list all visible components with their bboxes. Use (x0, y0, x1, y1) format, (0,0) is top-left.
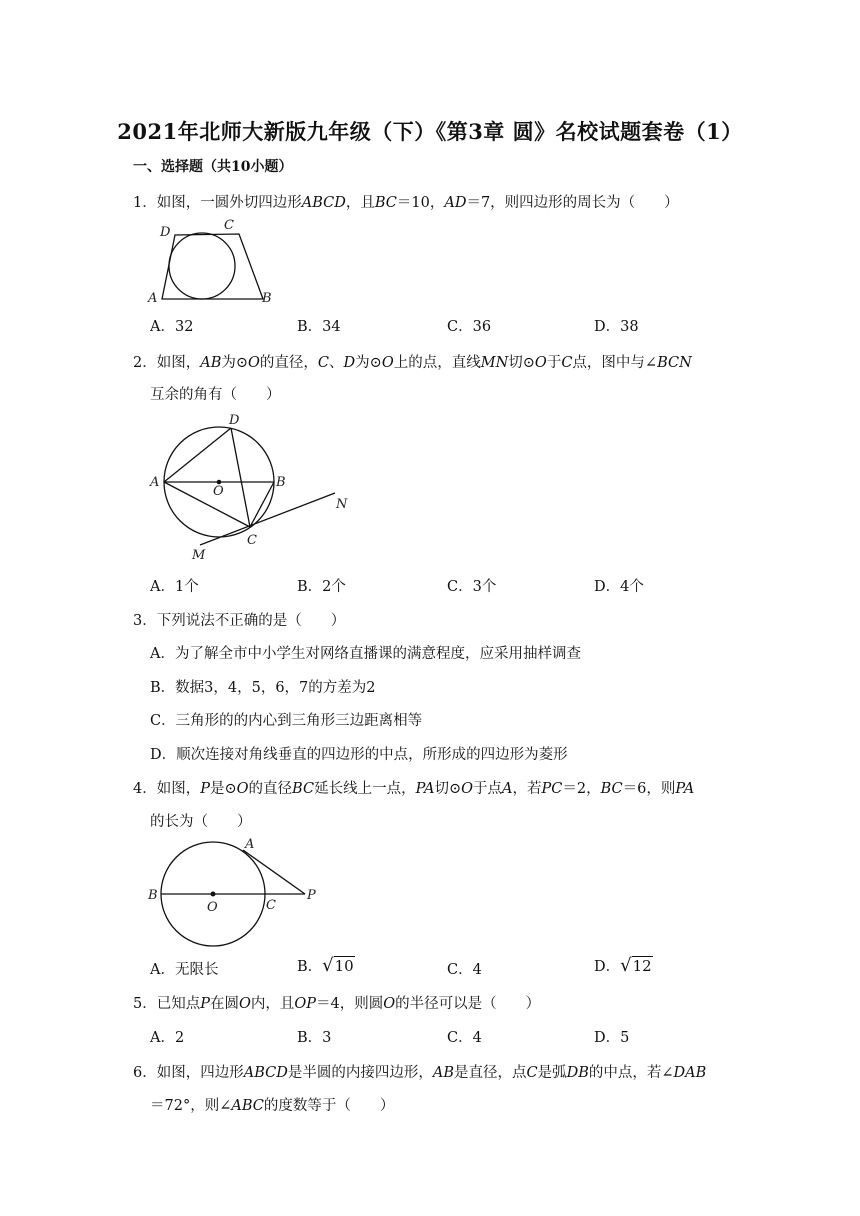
q1-option-b: B．34 (297, 319, 341, 335)
label-b: B (262, 291, 272, 306)
label-a: A (150, 475, 160, 490)
question-4-stem: 4．如图，P是⊙O的直径BC延长线上一点，PA切⊙O于点A，若PC＝2，BC＝6，则PA (133, 781, 695, 797)
label-o: O (207, 900, 218, 915)
question-2-stem-line2: 互余的角有（ ） (150, 387, 281, 403)
question-1-figure (145, 212, 285, 308)
question-2-figure (145, 408, 360, 568)
label-c: C (266, 898, 276, 913)
question-2-stem: 2．如图，AB为⊙O的直径，C、D为⊙O上的点，直线MN切⊙O于C点，图中与∠BCN (133, 355, 692, 371)
question-5-stem: 5．已知点P在圆O内，且OP＝4，则圆O的半径可以是（ ） (133, 996, 541, 1012)
label-m: M (192, 548, 206, 563)
label-a: A (245, 837, 255, 852)
q2-option-a: A．1个 (150, 579, 199, 595)
label-b: B (276, 475, 286, 490)
label-o: O (213, 484, 224, 499)
q3-option-c: C．三角形的的内心到三角形三边距离相等 (150, 713, 423, 729)
question-1-stem: 1．如图，一圆外切四边形ABCD，且BC＝10，AD＝7，则四边形的周长为（ ） (133, 195, 679, 211)
q4-option-b: B．√10 (297, 955, 354, 976)
question-6-stem: 6．如图，四边形ABCD是半圆的内接四边形，AB是直径，点C是弧DB的中点，若∠DAB (133, 1065, 707, 1081)
sqrt-10: √10 (322, 955, 354, 976)
label-d: D (160, 225, 171, 240)
q2-option-d: D．4个 (594, 579, 644, 595)
q4-option-d: D．√12 (594, 955, 652, 976)
q5-option-d: D．5 (594, 1030, 630, 1046)
question-3-stem: 3．下列说法不正确的是（ ） (133, 613, 346, 629)
sqrt-12: √12 (620, 955, 652, 976)
q3-option-b: B．数据3，4，5，6，7的方差为2 (150, 680, 376, 696)
q5-option-c: C．4 (447, 1030, 482, 1046)
q2-option-c: C．3个 (447, 579, 497, 595)
q1-option-c: C．36 (447, 319, 492, 335)
label-d: D (229, 413, 240, 428)
q2-option-b: B．2个 (297, 579, 346, 595)
label-p: P (307, 888, 316, 903)
question-4-stem-line2: 的长为（ ） (150, 814, 252, 830)
q1-option-a: A．32 (150, 319, 194, 335)
q4-option-c: C．4 (447, 962, 482, 978)
label-n: N (336, 497, 348, 512)
q4-option-a: A．无限长 (150, 962, 219, 978)
q5-option-b: B．3 (297, 1030, 332, 1046)
q5-option-a: A．2 (150, 1030, 185, 1046)
label-a: A (148, 291, 158, 306)
q3-option-a: A．为了解全市中小学生对网络直播课的满意程度，应采用抽样调查 (150, 646, 581, 662)
question-4-figure (145, 832, 325, 952)
page-title: 2021年北师大新版九年级（下）《第3章 圆》名校试题套卷（1） (117, 119, 743, 144)
label-c: C (247, 533, 257, 548)
label-c: C (224, 218, 234, 233)
q3-option-d: D．顺次连接对角线垂直的四边形的中点，所形成的四边形为菱形 (150, 747, 568, 763)
label-b: B (148, 888, 158, 903)
question-6-stem-line2: ＝72°，则∠ABC的度数等于（ ） (150, 1098, 395, 1114)
q1-option-d: D．38 (594, 319, 639, 335)
section-heading: 一、选择题（共10小题） (133, 159, 293, 175)
